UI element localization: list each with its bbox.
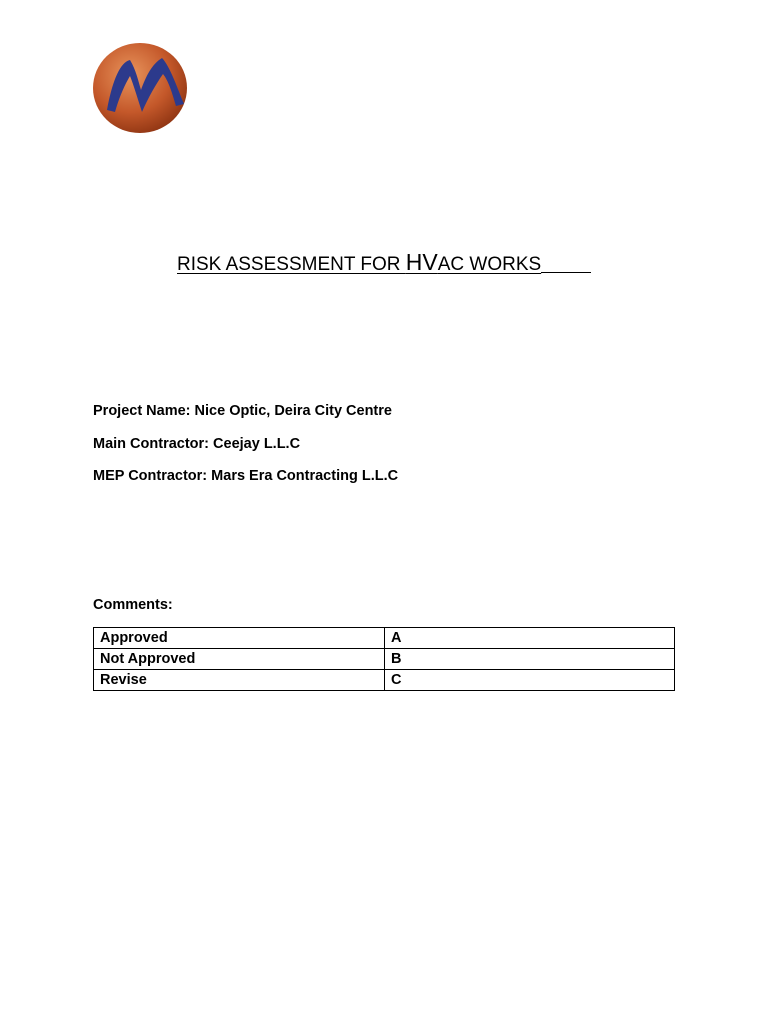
company-logo xyxy=(92,42,188,134)
status-code: B xyxy=(385,649,675,670)
approval-status-table xyxy=(93,627,675,691)
logo-globe-icon xyxy=(92,42,188,134)
project-name-line: Project Name: Nice Optic, Deira City Centre xyxy=(93,403,392,419)
status-label: Approved xyxy=(94,628,385,649)
status-code: A xyxy=(385,628,675,649)
status-label: Not Approved xyxy=(94,649,385,670)
document-title: RISK ASSESSMENT FOR HVAC WORKS xyxy=(177,249,591,276)
comments-label: Comments: xyxy=(93,597,173,613)
status-code: C xyxy=(385,670,675,691)
status-label: Revise xyxy=(94,670,385,691)
table-row xyxy=(94,628,675,649)
table-row xyxy=(94,670,675,691)
mep-contractor-line: MEP Contractor: Mars Era Contracting L.L.C xyxy=(93,468,399,484)
main-contractor-line: Main Contractor: Ceejay L.L.C xyxy=(93,436,301,452)
table-row xyxy=(94,649,675,670)
